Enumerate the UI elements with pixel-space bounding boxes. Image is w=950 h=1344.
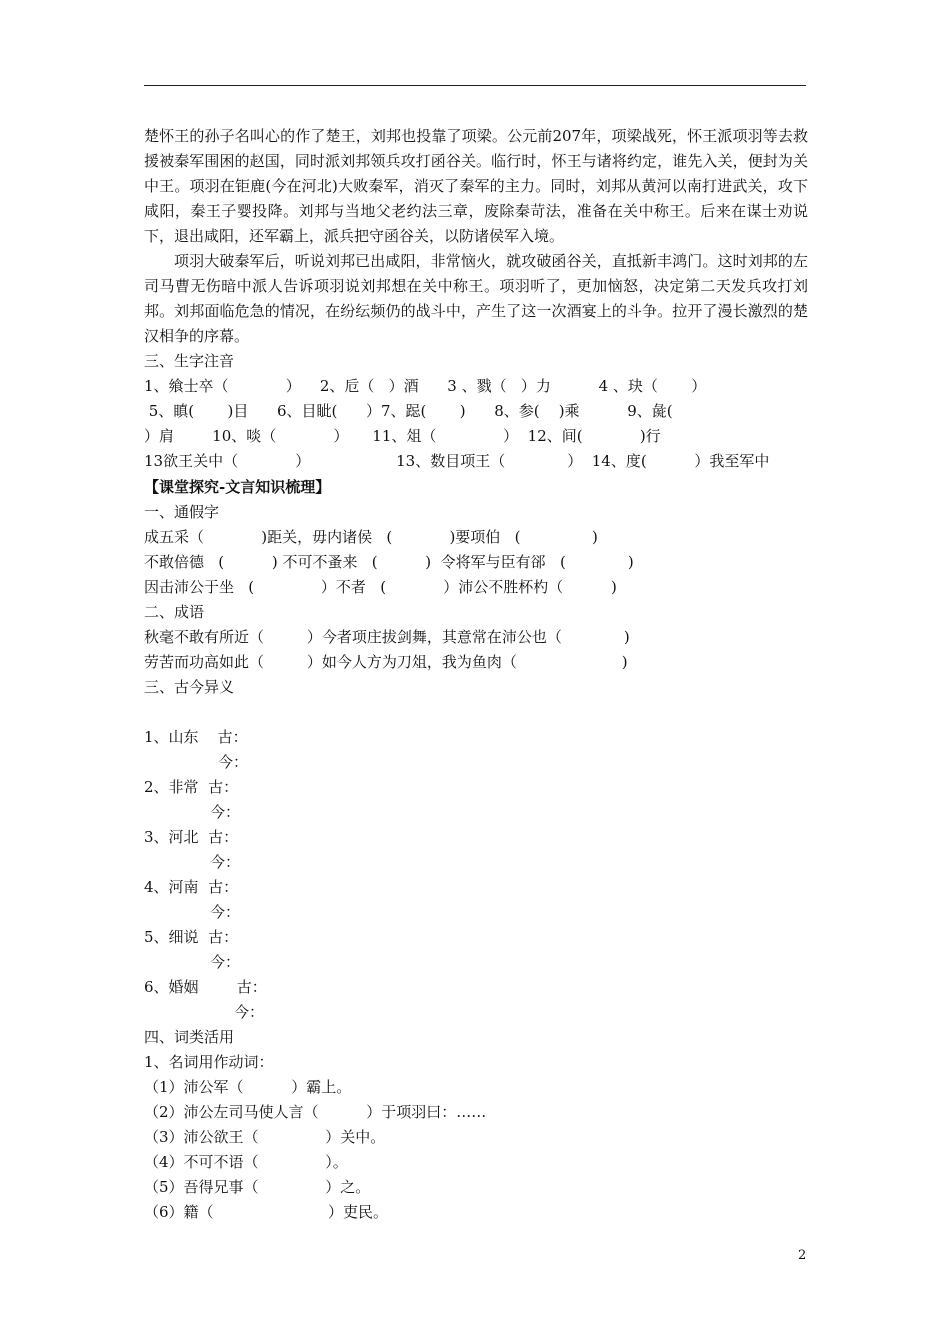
cilei-subheading: 1、名词用作动词： [144,1053,274,1071]
gujin-item-gu: 1、山东 古： [144,728,248,746]
gujin-item-jin: 今： [218,753,249,771]
section-title: 【课堂探究-文言知识梳理】 [144,478,331,496]
cilei-row: （1）沛公军（ ）霸上。 [144,1078,352,1096]
cilei-row: （5）吾得兄事（ ）之。 [144,1178,371,1196]
gujin-heading: 三、古今异义 [144,678,235,696]
cilei-row: （6）籍（ ）吏民。 [144,1203,388,1221]
cilei-row: （4）不可不语（ ）。 [144,1153,348,1171]
page-number: 2 [798,1248,807,1263]
pinyin-heading: 三、生字注音 [144,352,235,370]
gujin-item-gu: 3、河北 古： [144,828,239,846]
cilei-heading: 四、词类活用 [144,1028,235,1046]
cilei-row: （3）沛公欲王（ ）关中。 [144,1128,386,1146]
intro-paragraph-2: 项羽大破秦军后，听说刘邦已出咸阳，非常恼火，就攻破函谷关，直抵新丰鸿门。这时刘邦的左司马曹无伤暗中派人告诉项羽说刘邦想在关中称王。项羽听了，更加恼怒，决定第二天发兵攻打刘邦。刘邦面临危急的情况，在纷纭频仍的战斗中，产生了这一次酒宴上的斗争。拉开了漫长激烈的楚汉相争的序幕。 [144,252,808,345]
chengyu-row: 秋毫不敢有所近（ ）今者项庄拔剑舞，其意常在沛公也（ ) [144,628,630,646]
gujin-item-jin: 今： [210,903,241,921]
pinyin-row: 13欲王关中（ ） 13、数目项王（ ） 14、度( ）我至军中 [144,452,770,470]
tongjiazi-row: 不敢倍德 ( ) 不可不蚤来 ( ) 令将军与臣有郤 ( ) [144,553,634,571]
gujin-item-jin: 今： [234,1003,265,1021]
tongjiazi-row: 因击沛公于坐 ( ）不者 ( ）沛公不胜杯杓（ ) [144,578,617,596]
gujin-item-gu: 6、婚姻 古： [144,978,267,996]
gujin-item-jin: 今： [210,853,241,871]
cilei-row: （2）沛公左司马使人言（ ）于项羽曰：…… [144,1103,487,1121]
chengyu-heading: 二、成语 [144,603,205,621]
pinyin-row: ）肩 10、啖（ ） 11、俎（ ） 12、间( )行 [144,427,661,445]
gujin-item-gu: 2、非常 古： [144,778,239,796]
chengyu-row: 劳苦而功高如此（ ）如今人方为刀俎，我为鱼肉（ ) [144,653,628,671]
gujin-item-jin: 今： [210,953,241,971]
gujin-item-gu: 4、河南 古： [144,878,239,896]
pinyin-row: 5、瞋( )目 6、目眦( ）7、跽( ) 8、参( )乘 9、彘( [144,402,673,420]
pinyin-row: 1、飨士卒（ ） 2、卮（ ）酒 3 、戮（ ）力 4 、玦（ ） [144,377,707,395]
tongjiazi-row: 成五采（ )距关，毋内诸侯 ( )要项伯 ( ) [144,528,598,546]
intro-paragraph-1: 楚怀王的孙子名叫心的作了楚王，刘邦也投靠了项梁。公元前207年，项梁战死，怀王派项羽等去救援被秦军围困的赵国，同时派刘邦领兵攻打函谷关。临行时，怀王与诸将约定，谁先入关，便封为关中王。项羽在钜鹿(今在河北)大败秦军，消灭了秦军的主力。同时，刘邦从黄河以南打进武关，攻下咸阳，秦王子婴投降。刘邦与当地父老约法三章，废除秦苛法，准备在关中称王。后来在谋士劝说下，退出咸阳，还军霸上，派兵把守函谷关，以防诸侯军入境。 [144,127,808,245]
gujin-item-jin: 今： [210,803,241,821]
header-rule [144,85,806,86]
tongjiazi-heading: 一、通假字 [144,503,220,521]
gujin-item-gu: 5、细说 古： [144,928,239,946]
